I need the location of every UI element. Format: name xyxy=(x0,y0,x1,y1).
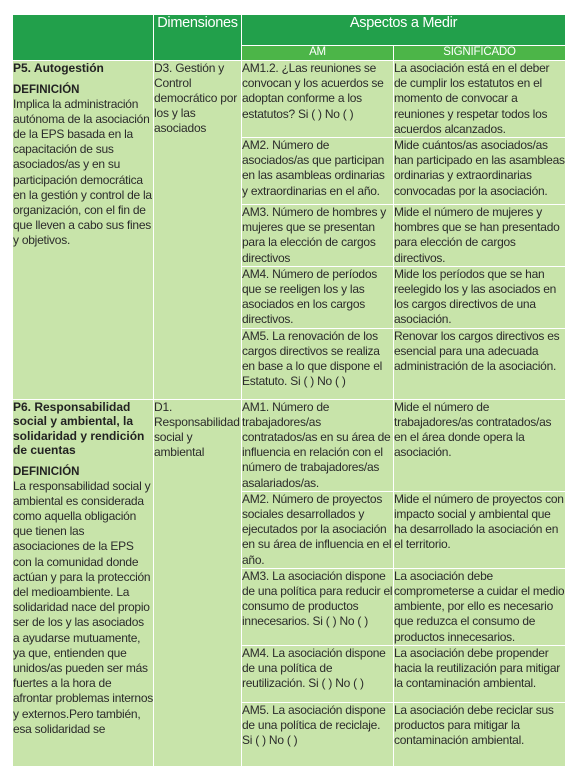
am-cell xyxy=(242,491,394,568)
am-cell xyxy=(242,328,394,399)
principle-title: P6. Responsabilidad social y ambiental, la solidaridad y rendición de cuentas xyxy=(13,399,145,458)
principle-title: P5. Autogestión xyxy=(13,61,104,75)
principle-cell xyxy=(13,399,154,766)
am-cell xyxy=(242,645,394,702)
significado-cell xyxy=(394,645,566,702)
dimension-cell xyxy=(154,399,242,766)
am-text: AM3. La asociación dispone de una política para reducir el consumo de productos innecesarios. Si ( ) No ( ) xyxy=(242,568,393,629)
significado-text: La asociación debe reciclar sus productos para mitigar la contaminación ambiental. xyxy=(394,702,554,748)
significado-text: La asociación debe propender hacia la reutilización para mitigar la contaminación ambiental. xyxy=(394,645,560,691)
definition-label: DEFINICIÓN xyxy=(13,465,80,478)
significado-cell xyxy=(394,702,566,766)
header-blank xyxy=(13,15,154,61)
header-significado: SIGNIFICADO xyxy=(394,46,566,61)
significado-text: Renovar los cargos directivos es esencial para una adecuada administración de la asociación. xyxy=(394,328,560,374)
principle-cell xyxy=(13,61,154,400)
header-am: AM xyxy=(242,46,394,61)
significado-cell xyxy=(394,328,566,399)
am-cell xyxy=(242,702,394,766)
significado-text: Mide el número de trabajadores/as contratados/as en el área donde opera la asociación. xyxy=(394,399,552,460)
significado-cell xyxy=(394,205,566,267)
am-text: AM1.2. ¿Las reuniones se convocan y los acuerdos se adoptan conforme a los estatutos? Si ( ) No ( ) xyxy=(242,61,384,121)
significado-text: Mide el número de mujeres y hombres que se han presentado para elección de cargos directivos. xyxy=(394,205,560,265)
dimension-cell xyxy=(154,61,242,400)
am-text: AM4. La asociación dispone de una política de reutilización. Si ( ) No ( ) xyxy=(242,645,386,691)
significado-cell xyxy=(394,61,566,138)
significado-cell xyxy=(394,266,566,328)
indicator-table xyxy=(12,14,566,767)
am-cell xyxy=(242,568,394,645)
significado-cell xyxy=(394,568,566,645)
significado-cell xyxy=(394,491,566,568)
definition-label: DEFINICIÓN xyxy=(13,83,80,96)
am-cell xyxy=(242,138,394,205)
am-text: AM5. La renovación de los cargos directivos se realiza en base a lo que dispone el Estatuto. Si ( ) No ( ) xyxy=(242,328,383,389)
significado-text: Mide los períodos que se han reelegido los y las asociados en los cargos directivos de una asociación. xyxy=(394,266,557,327)
am-text: AM4. Número de períodos que se reeligen los y las asociados en los cargos directivos. xyxy=(242,266,377,327)
significado-text: Mide cuántos/as asociados/as han participado en las asambleas ordinarias y extraordinarias convocadas por la asociación. xyxy=(394,138,565,198)
header-aspectos: Aspectos a Medir xyxy=(242,15,566,46)
dimension-text: D1. Responsabilidad social y ambiental xyxy=(154,399,240,459)
definition-text: La responsabilidad social y ambiental es considerada como aquella obligación que tienen las asociaciones de la EPS con la comunidad donde actúan y para la protección del medioambiente. La solidaridad nace del propio ser de los y las asociados a ayudarse mutuamente, ya que, entienden que unidos/as pueden ser más fuertes a la hora de afrontar problemas internos y externos.Pero también, esa solidaridad se xyxy=(13,478,153,736)
significado-text: La asociación debe comprometerse a cuidar el medio ambiente, por ello es necesario que reduzca el consumo de productos innecesarios. xyxy=(394,568,565,644)
am-cell xyxy=(242,205,394,267)
am-cell xyxy=(242,61,394,138)
am-text: AM3. Número de hombres y mujeres que se presentan para la elección de cargos directivos xyxy=(242,205,387,265)
significado-cell xyxy=(394,138,566,205)
am-text: AM2. Número de proyectos sociales desarrollados y ejecutados por la asociación en su área de influencia en el año. xyxy=(242,491,392,567)
significado-cell xyxy=(394,399,566,491)
significado-text: La asociación está en el deber de cumplir los estatutos en el momento de convocar a reuniones y respetar todos los acuerdos alcanzados. xyxy=(394,61,550,136)
dimension-text: D3. Gestión y Control democrático por los y las asociados xyxy=(154,61,238,135)
header-dimensiones: Dimensiones xyxy=(154,15,242,61)
am-cell xyxy=(242,399,394,491)
am-cell xyxy=(242,266,394,328)
am-text: AM1. Número de trabajadores/as contratados/as en su área de influencia en relación con el número de trabajadores/as asalariados/as. xyxy=(242,399,391,490)
am-text: AM2. Número de asociados/as que participan en las asambleas ordinarias y extraordinarias en el año. xyxy=(242,138,385,198)
significado-text: Mide el número de proyectos con impacto social y ambiental que ha desarrollado la asociación en el territorio. xyxy=(394,491,564,552)
am-text: AM5. La asociación dispone de una política de reciclaje. Si ( ) No ( ) xyxy=(242,702,386,748)
definition-text: Implica la administración autónoma de la asociación de la EPS basada en la capacitación de sus asociados/as y en su participación democrática en la gestión y control de la organización, con el fin de que lleven a cabo sus fines y objetivos. xyxy=(13,96,152,248)
